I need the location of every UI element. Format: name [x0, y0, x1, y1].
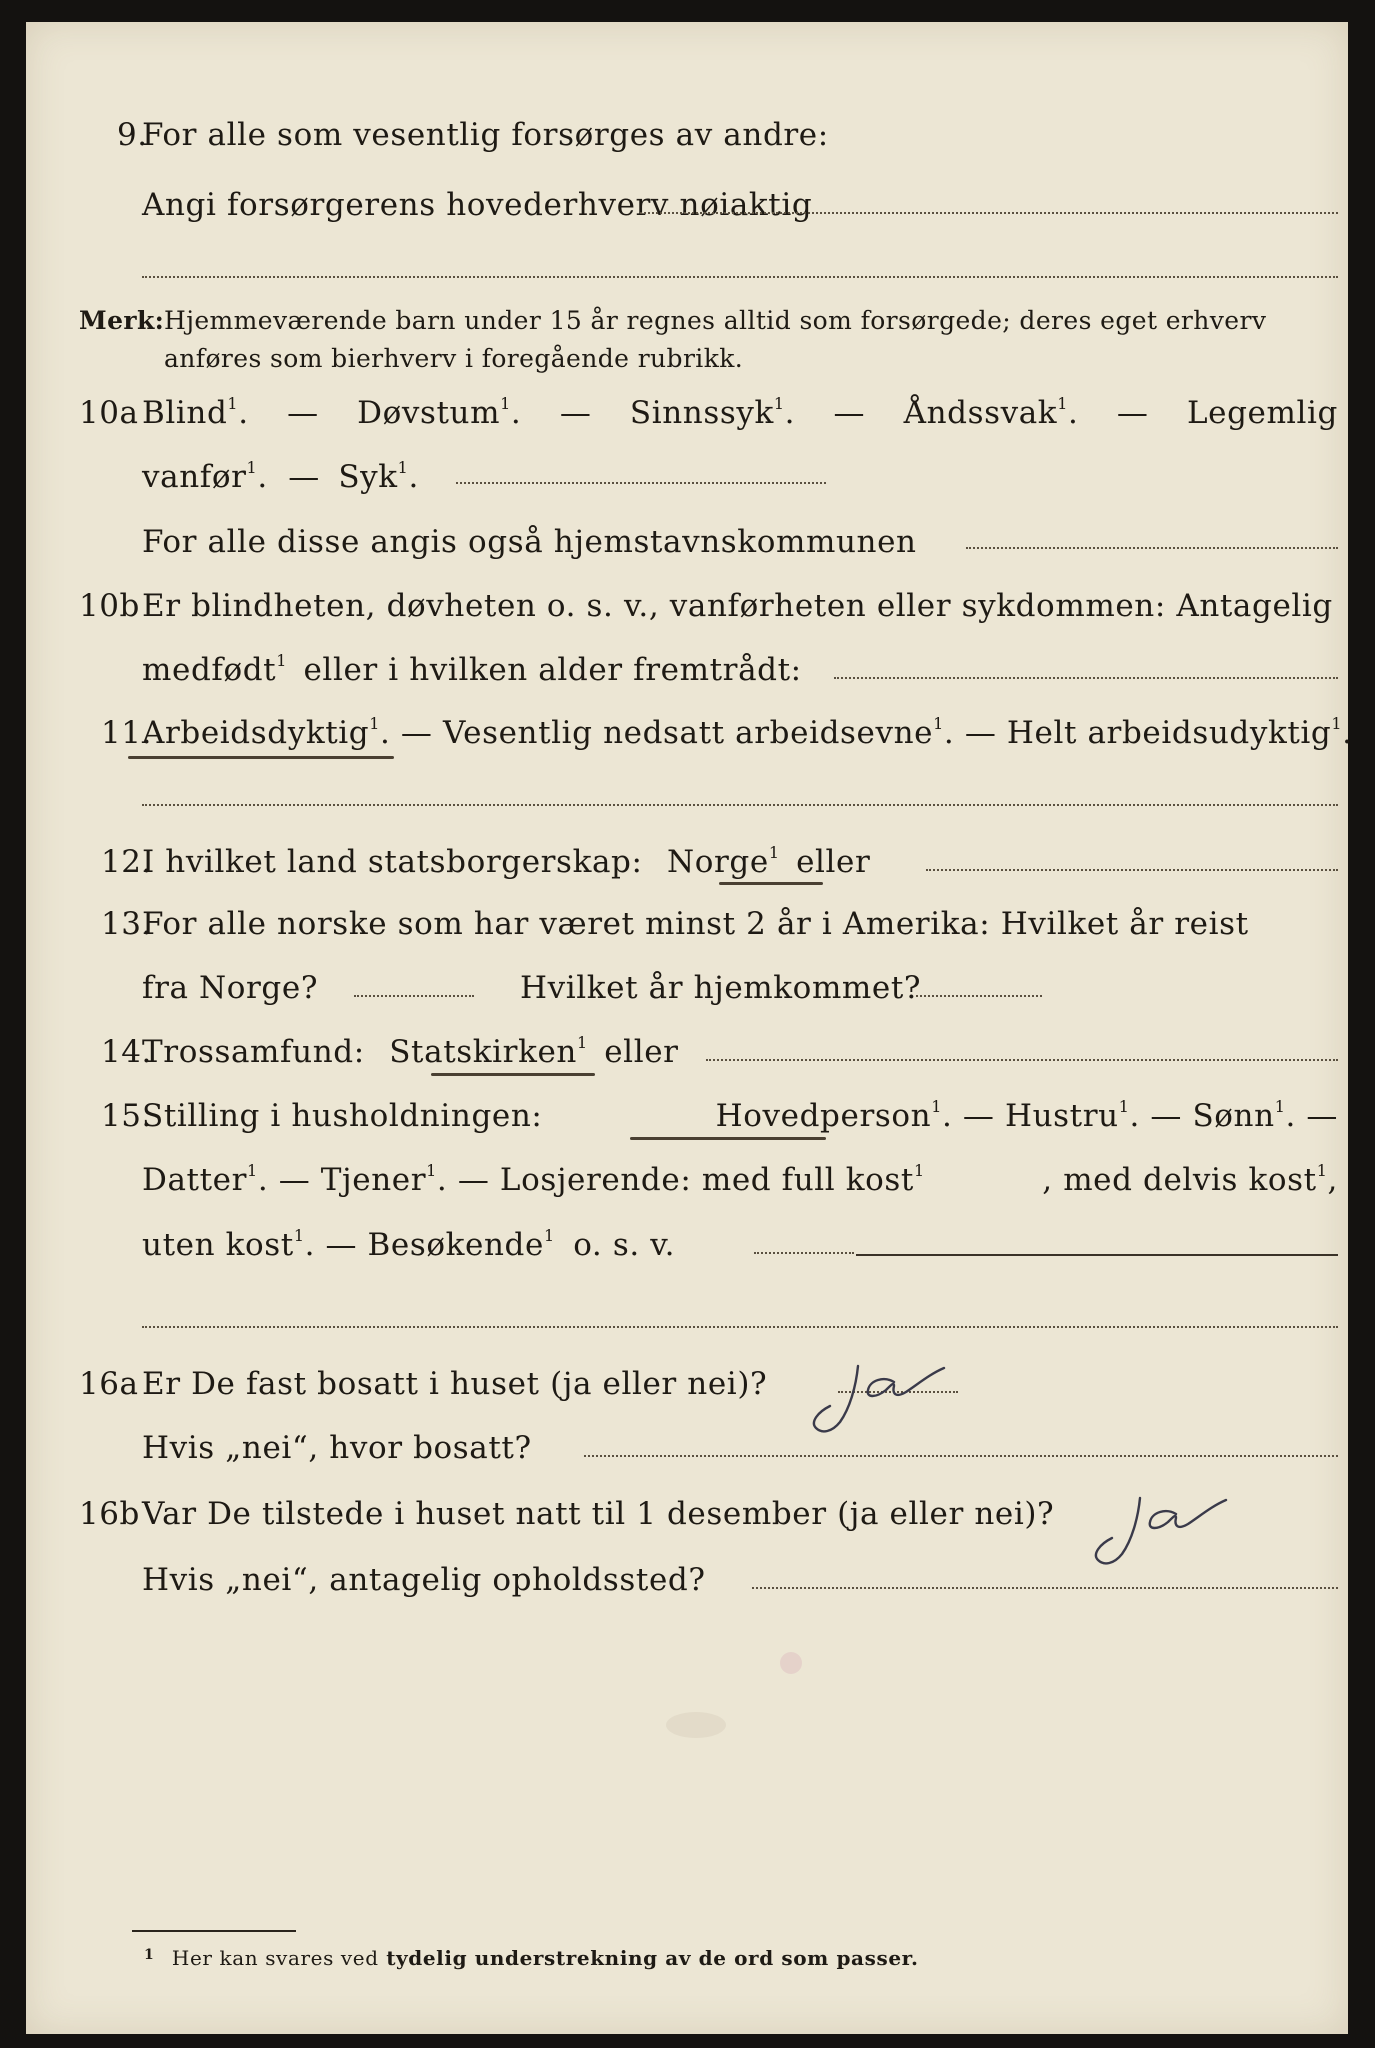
q10a-line1: Blind$^1$. — Døvstum$^1$. — Sinnssyk$^1$. — Åndssvak$^1$. — Legemlig: [142, 394, 1338, 431]
sinnssyk-label: Sinnssyk: [629, 395, 774, 431]
q9-number: 9.: [117, 117, 148, 153]
q10a-line3: For alle disse angis også hjemstavnskommunen: [142, 524, 917, 560]
vanfor-label: vanfør: [142, 459, 247, 495]
dovstum-label: Døvstum: [357, 395, 501, 431]
q9-line1: For alle som vesentlig forsørges av andre:: [142, 117, 829, 153]
datter-label: Datter: [142, 1162, 248, 1198]
footnote-rule: [132, 1930, 296, 1932]
q10a-line2: vanfør$^1$. — Syk$^1$.: [142, 458, 419, 495]
q14-number: 14.: [101, 1034, 152, 1070]
q15-answer-line[interactable]: [856, 1254, 1338, 1256]
q15-answer-dots[interactable]: [754, 1252, 854, 1254]
q12-number: 12.: [101, 844, 152, 880]
census-form-page: [26, 22, 1353, 2034]
medfodt-label: medfødt: [142, 652, 277, 688]
q10b-answer-line[interactable]: [834, 677, 1338, 679]
footnote-mark: 1: [144, 1947, 155, 1963]
q16a-line2: Hvis „nei“, hvor bosatt?: [142, 1430, 532, 1466]
q16a-number: 16a: [79, 1366, 139, 1402]
q9-line2: Angi forsørgerens hovederhverv nøiaktig: [142, 187, 813, 223]
andssvak-label: Åndssvak: [903, 395, 1058, 431]
q14-answer-line[interactable]: [706, 1059, 1338, 1061]
q15-line1: Stilling i husholdningen: Hovedperson$^1$. — Hustru$^1$. — Sønn$^1$. —: [142, 1097, 1338, 1134]
merk-label: Merk:: [79, 306, 165, 335]
q13-hjemkommet-line[interactable]: [916, 995, 1042, 997]
merk-line1: Hjemmeværende barn under 15 år regnes alltid som forsørgede; deres eget erhverv: [164, 306, 1267, 335]
hovedperson-label: Hovedperson: [715, 1098, 932, 1134]
q10a-number: 10a: [79, 395, 139, 431]
q13-line1: For alle norske som har været minst 2 år i Amerika: Hvilket år reist: [142, 906, 1249, 942]
q16b-line2: Hvis „nei“, antagelig opholdssted?: [142, 1562, 706, 1598]
syk-label: Syk: [338, 459, 398, 495]
q11-line: Arbeidsdyktig$^1$. — Vesentlig nedsatt arbeidsevne$^1$. — Helt arbeidsudyktig$^1$.: [142, 714, 1353, 751]
q16b-answer-text: ja: [1076, 1484, 1077, 1485]
q10a-answer-line[interactable]: [456, 482, 826, 484]
hovedperson-underline: [630, 1137, 826, 1140]
q13-fra-label: fra Norge?: [142, 970, 319, 1006]
q11-number: 11.: [101, 715, 152, 751]
q16a-bosatt-line[interactable]: [584, 1455, 1338, 1457]
norge-label: Norge: [667, 844, 769, 880]
norge-underline: [719, 882, 823, 885]
arbeidsdyktig-label: Arbeidsdyktig: [142, 715, 370, 751]
q13-hjemkommet-label: Hvilket år hjemkommet?: [520, 970, 922, 1006]
blind-label: Blind: [142, 395, 228, 431]
q13-number: 13.: [101, 906, 152, 942]
q16a-line1: Er De fast bosatt i huset (ja eller nei)?: [142, 1366, 768, 1402]
q16a-handwritten-ja: [796, 1352, 996, 1442]
q14-line: Trossamfund: Statskirken$^1$ eller: [142, 1033, 679, 1070]
faded-mark: [666, 1712, 726, 1738]
q16a-answer-text: ja: [796, 1352, 797, 1353]
q15-line2: Datter$^1$. — Tjener$^1$. — Losjerende: med full kost$^1$ , med delvis kost$^1$,: [142, 1161, 1338, 1198]
q13-reist-line[interactable]: [354, 995, 474, 997]
q9-answer-line-2[interactable]: [142, 276, 1338, 278]
q15-line3: uten kost$^1$. — Besøkende$^1$ o. s. v.: [142, 1226, 676, 1263]
q10a-hjemstavn-line[interactable]: [966, 547, 1338, 549]
q12-answer-line[interactable]: [926, 869, 1338, 871]
q16b-opholdssted-line[interactable]: [752, 1587, 1338, 1589]
q15-number: 15.: [101, 1098, 152, 1134]
merk-line2: anføres som bierhverv i foregående rubrikk.: [164, 344, 744, 373]
statskirken-label: Statskirken: [389, 1034, 577, 1070]
q10b-number: 10b: [79, 588, 140, 624]
q16b-number: 16b: [79, 1496, 140, 1532]
q10b-line2: medfødt$^1$ eller i hvilken alder fremtrådt:: [142, 651, 802, 688]
q9-answer-line[interactable]: [640, 212, 1338, 214]
q16b-handwritten-ja: [1076, 1484, 1276, 1574]
q15-answer-line-2[interactable]: [142, 1326, 1338, 1328]
q12-line: I hvilket land statsborgerskap: Norge$^1$ eller: [142, 843, 871, 880]
q10b-line1: Er blindheten, døvheten o. s. v., vanførheten eller sykdommen: Antagelig: [142, 588, 1333, 624]
arbeidsdyktig-underline: [128, 756, 394, 759]
q11-answer-line[interactable]: [142, 804, 1338, 806]
statskirken-underline: [431, 1073, 595, 1076]
footnote: $^1$ Her kan svares ved tydelig understrekning av de ord som passer.: [144, 1946, 919, 1970]
ink-stain: [780, 1652, 802, 1674]
q16b-line1: Var De tilstede i huset natt til 1 desember (ja eller nei)?: [142, 1496, 1055, 1532]
legemlig-label: Legemlig: [1186, 395, 1338, 431]
